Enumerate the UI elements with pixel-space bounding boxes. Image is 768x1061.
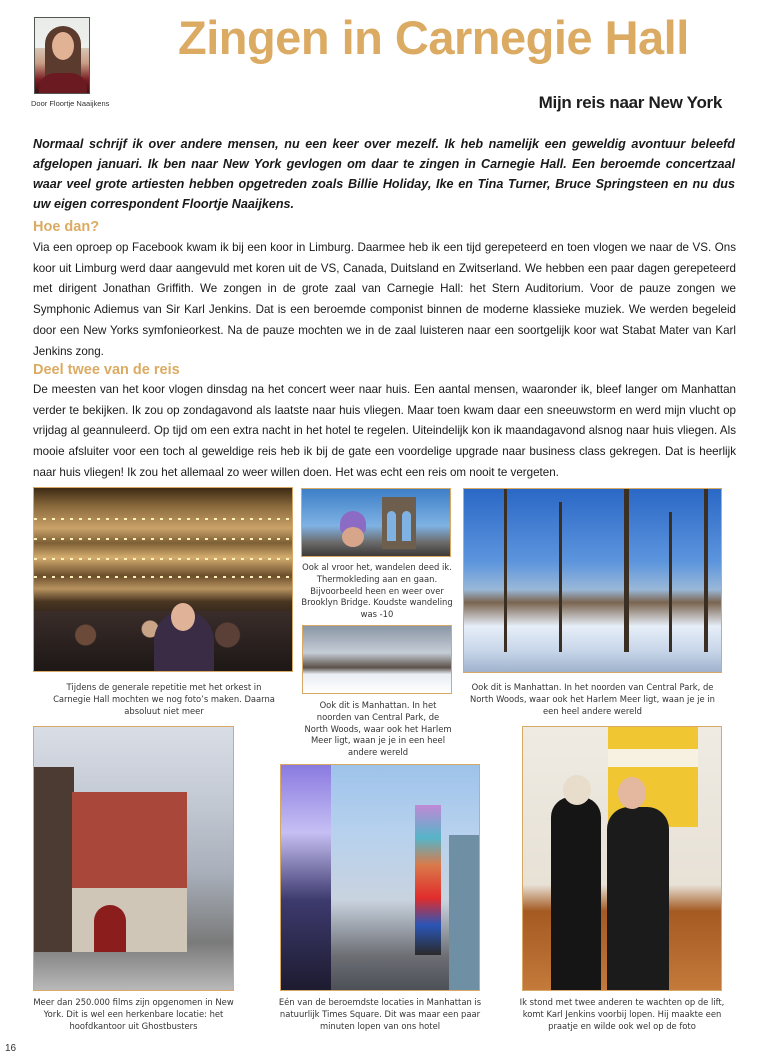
caption-carnegie-hall: Tijdens de generale repetitie met het orkest in Carnegie Hall mochten we nog foto’s maken. Daarna absoluut niet meer [53, 682, 275, 716]
page-subtitle: Mijn reis naar New York [538, 93, 722, 112]
photo-north-woods [463, 488, 722, 673]
section-body-hoe-dan: Via een oproep op Facebook kwam ik bij een koor in Limburg. Daarmee heb ik een tijd gerepeteerd en toen vlogen we naar de VS. Ons koor uit Limburg werd daar aangevuld met koren uit de VS, Canada, Duitsland en Zwitserland. We hebben een paar dagen gerepeteerd met dirigent Jonathan Griffith. We zongen in de grote zaal van Carnegie Hall: het Stern Auditorium. Voor de pauze zongen we Symphonic Adiemus van Sir Karl Jenkins. Dat is een beroemde componist binnen de moderne klassieke muziek. We werden begeleid door een New Yorks symfonieorkest. Na de pauze mochten we in de zaal luisteren naar een soortgelijk koor wat Stabat Mater van Karl Jenkins zong. [33, 241, 736, 358]
photo-brooklyn-bridge [301, 488, 451, 557]
caption-brooklyn-bridge: Ook al vroor het, wandelen deed ik. Thermokleding aan en gaan. Bijvoorbeeld heen en weer over Brooklyn Bridge. Koudste wandeling was -10 [301, 562, 453, 620]
caption-north-woods: Ook dit is Manhattan. In het noorden van Central Park, de North Woods, waar ook het Harlem Meer ligt, waan je je in een heel andere wereld [470, 682, 715, 716]
author-portrait-head [618, 777, 646, 809]
photo-ghostbusters-firehouse [33, 726, 234, 991]
caption-central-park-snow: Ook dit is Manhattan. In het noorden van Central Park, de North Woods, waar ook het Harlem Meer ligt, waan je je in een heel andere wereld [304, 700, 452, 758]
caption-karl-jenkins: Ik stond met twee anderen te wachten op de lift, komt Karl Jenkins voorbij lopen. Hij maakte een praatje en wilde ook wel op de foto [519, 997, 725, 1031]
page-number: 16 [5, 1043, 17, 1054]
caption-ghostbusters: Meer dan 250.000 films zijn opgenomen in New York. Dit is wel een herkenbare locatie: het hoofdkantoor uit Ghostbusters [33, 997, 234, 1031]
author-photo [34, 17, 90, 94]
neighbor-building [34, 767, 74, 952]
photo-carnegie-hall [33, 487, 293, 672]
billboards-tower [415, 805, 441, 955]
author-face-bridge [342, 527, 364, 547]
page-title: Zingen in Carnegie Hall [178, 11, 689, 64]
author-byline: Door Floortje Naaijkens [31, 99, 110, 108]
author-face-hall [171, 603, 195, 631]
author-face [52, 32, 74, 60]
bridge-tower [382, 497, 416, 549]
caption-times-square: Eén van de beroemdste locaties in Manhattan is natuurlijk Times Square. Dit was maar een paar minuten lopen van ons hotel [278, 997, 482, 1031]
section-heading-hoe-dan: Hoe dan? [33, 219, 100, 235]
author-shirt [39, 73, 87, 94]
section-heading-deel-twee: Deel twee van de reis [33, 362, 180, 378]
photo-times-square [280, 764, 480, 991]
billboards-left [281, 765, 331, 990]
intro-paragraph: Normaal schrijf ik over andere mensen, nu een keer over mezelf. Ik heb namelijk een geweldig avontuur beleefd afgelopen januari. Ik ben naar New York gevlogen om daar te zingen in Carnegie Hall. Een beroemde concertzaal waar veel grote artiesten hebben opgetreden zoals Billie Holiday, Ike en Tina Turner, Bruce Springsteen en nu dus uw eigen correspondent Floortje Naaijkens. [33, 137, 735, 211]
author-portrait-body [607, 807, 669, 991]
firehouse-building [72, 792, 187, 952]
building-right [449, 835, 479, 991]
section-body-deel-twee: De meesten van het koor vlogen dinsdag na het concert weer naar huis. Een aantal mensen, waaronder ik, bleef langer om Manhattan verder te bekijken. Ik zou op zondagavond als laatste naar huis vliegen. Maar toen kwam daar een sneeuwstorm en werd mijn vlucht op vrijdag al geannuleerd. Op tijd om een extra nacht in het hotel te regelen. Uiteindelijk kon ik maandagavond alsnog naar huis vliegen. Als mooie afsluiter voor een toch al geweldige reis heb ik bij de gate een voordelige upgrade naar business class gekregen. Dat is heerlijk naar huis vliegen! Ik zou het allemaal zo weer willen doen. Het was echt een reis om nooit te vergeten. [33, 383, 736, 479]
karl-jenkins-head [563, 775, 591, 805]
karl-jenkins [551, 797, 601, 991]
photo-karl-jenkins [522, 726, 722, 991]
photo-central-park-snow [302, 625, 452, 694]
firehouse-door [94, 905, 126, 952]
